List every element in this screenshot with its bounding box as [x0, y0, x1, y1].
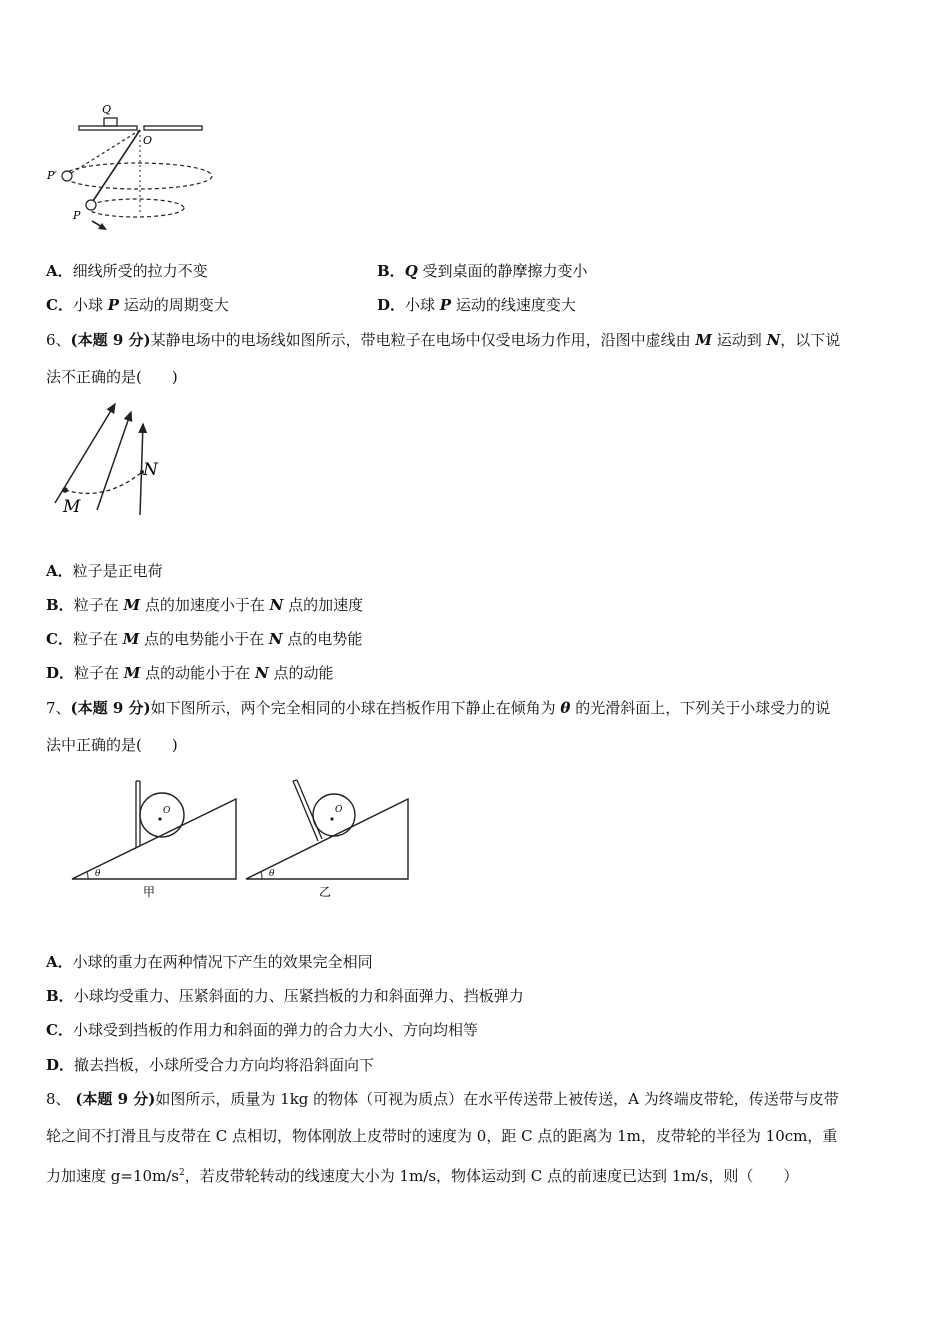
option-text: 粒子在 — [73, 596, 124, 614]
q7-option-a — [46, 952, 373, 972]
option-letter: A． — [46, 562, 73, 580]
stem-text: 轮之间不打滑且与皮带在 C 点相切，物体刚放上皮带时的速度为 0，距 C 点的距离为 1m，皮带轮的半径为 10cm，重 — [46, 1127, 838, 1145]
option-letter: B． — [377, 262, 405, 280]
q7-stem-line1 — [46, 698, 830, 718]
option-text: 点的电势能小于在 — [139, 630, 269, 648]
question-number: 7、 — [46, 699, 71, 717]
label-m: M — [63, 497, 81, 517]
incline-left — [72, 799, 236, 879]
option-text-end: 点的动能 — [268, 664, 334, 682]
q5-option-b — [377, 261, 588, 281]
block-q — [104, 118, 117, 126]
var-n: N — [254, 664, 269, 682]
var-m: M — [123, 664, 141, 682]
stem-text-end: ，若皮带轮转动的线速度大小为 1m/s，物体运动到 C 点的前速度已达到 1m/s，则（ ） — [184, 1167, 799, 1185]
question-tag: (本题 9 分) — [75, 1090, 156, 1108]
electric-field-figure — [45, 398, 175, 520]
baffle-right — [293, 781, 318, 841]
q7-option-d — [46, 1055, 374, 1075]
q6-option-c — [46, 629, 362, 649]
question-tag: (本题 9 分) — [70, 331, 151, 349]
q6-option-b — [46, 595, 363, 615]
option-letter: D． — [46, 664, 75, 682]
q6-option-a — [46, 561, 163, 581]
string-to-p-prime-dashed — [65, 130, 140, 177]
option-letter: A． — [46, 262, 73, 280]
var-p: P — [439, 296, 452, 314]
option-text-end: 点的加速度 — [283, 596, 364, 614]
q8-stem-line1 — [46, 1089, 839, 1109]
stem-text: 如图所示，质量为 1kg 的物体（可视为质点）在水平传送带上被传送，A 为终端皮带轮，传送带与皮带 — [155, 1090, 839, 1108]
motion-arrow-head — [98, 223, 107, 230]
option-text: 粒子在 — [72, 630, 123, 648]
option-letter: C． — [46, 1021, 73, 1039]
option-text: 小球受到挡板的作用力和斜面的弹力的合力大小、方向均相等 — [72, 1021, 478, 1039]
angle-label-left: θ — [95, 869, 101, 879]
option-text: 撤去挡板，小球所受合力方向均将沿斜面向下 — [74, 1056, 375, 1074]
option-text: 点的加速度小于在 — [140, 596, 270, 614]
ball-left-center — [158, 817, 161, 820]
ball-right — [313, 794, 355, 836]
var-q: Q — [404, 262, 418, 280]
q5-option-c — [46, 295, 229, 315]
caption-right: 乙 — [319, 885, 332, 899]
stem-text: 力加速度 g=10m/s — [46, 1167, 180, 1185]
angle-label-right: θ — [269, 869, 275, 879]
q8-stem-line3 — [46, 1163, 798, 1186]
point-m — [62, 487, 68, 493]
question-number: 6、 — [46, 331, 71, 349]
var-n: N — [269, 596, 284, 614]
q8-stem-line2 — [46, 1126, 837, 1146]
string-to-p — [91, 130, 140, 204]
q7-option-c — [46, 1020, 478, 1040]
option-text: 小球的重力在两种情况下产生的效果完全相同 — [72, 953, 373, 971]
stem-text: 某静电场中的电场线如图所示，带电粒子在电场中仅受电场力作用，沿图中虚线由 — [150, 331, 696, 349]
table-right-segment — [144, 126, 202, 130]
superscript-2: 2 — [179, 1168, 185, 1178]
question-tag: (本题 9 分) — [70, 699, 151, 717]
ball-left — [140, 793, 184, 837]
var-n: N — [766, 331, 781, 349]
q6-option-d — [46, 663, 333, 683]
option-letter: D． — [46, 1056, 75, 1074]
var-m: M — [122, 630, 140, 648]
option-letter: A． — [46, 953, 73, 971]
angle-arc-right — [261, 872, 262, 879]
incline-right — [246, 799, 408, 879]
option-text-end: 运动的线速度变大 — [451, 296, 576, 314]
label-p: P — [73, 209, 81, 222]
q6-stem-line2 — [46, 367, 178, 387]
baffle-right-2 — [297, 780, 322, 839]
stem-text: 的光滑斜面上，下列关于小球受力的说 — [570, 699, 831, 717]
var-theta: θ — [560, 699, 571, 717]
stem-text: 运动到 — [712, 331, 767, 349]
ball-right-center — [330, 817, 333, 820]
option-text-end: 受到桌面的静摩擦力变小 — [417, 262, 588, 280]
label-o: O — [143, 134, 153, 147]
stem-text: 法不正确的是( ) — [46, 368, 178, 386]
var-n: N — [268, 630, 283, 648]
option-letter: D． — [377, 296, 406, 314]
q5-option-d — [377, 295, 576, 315]
option-letter: C． — [46, 630, 73, 648]
caption-left: 甲 — [143, 885, 156, 899]
ball-left-label-o: O — [163, 806, 171, 816]
lower-orbit — [88, 199, 184, 217]
option-text-end: 运动的周期变大 — [119, 296, 229, 314]
option-text: 粒子是正电荷 — [72, 562, 163, 580]
q7-option-b — [46, 986, 524, 1006]
stem-text: 法中正确的是( ) — [46, 736, 178, 754]
stem-text: 如下图所示，两个完全相同的小球在挡板作用下静止在倾角为 — [150, 699, 561, 717]
option-text: 小球 — [72, 296, 108, 314]
upper-orbit — [64, 163, 212, 189]
option-letter: B． — [46, 596, 74, 614]
option-text: 小球均受重力、压紧斜面的力、压紧挡板的力和斜面弹力、挡板弹力 — [73, 987, 524, 1005]
option-text: 细线所受的拉力不变 — [72, 262, 208, 280]
label-n: N — [143, 460, 158, 480]
option-text: 小球 — [405, 296, 440, 314]
option-text: 粒子在 — [74, 664, 124, 682]
conical-pendulum-figure — [40, 95, 220, 235]
var-p: P — [107, 296, 120, 314]
ball-p — [86, 200, 96, 210]
option-text-end: 点的电势能 — [282, 630, 363, 648]
question-number: 8、 — [46, 1090, 76, 1108]
stem-text: ，以下说 — [780, 331, 841, 349]
q7-stem-line2 — [46, 735, 178, 755]
option-text: 点的动能小于在 — [140, 664, 255, 682]
angle-arc-left — [87, 872, 88, 879]
label-p-prime: P′ — [47, 169, 57, 182]
option-letter: B． — [46, 987, 74, 1005]
baffle-right-top — [293, 780, 297, 781]
option-letter: C． — [46, 296, 73, 314]
ball-p-prime — [62, 171, 72, 181]
q6-stem-line1 — [46, 330, 840, 350]
var-m: M — [123, 596, 141, 614]
var-m: M — [695, 331, 713, 349]
q5-option-a — [46, 261, 208, 281]
ball-right-label-o: O — [335, 805, 343, 815]
label-q: Q — [102, 103, 112, 116]
incline-figure — [60, 775, 420, 900]
